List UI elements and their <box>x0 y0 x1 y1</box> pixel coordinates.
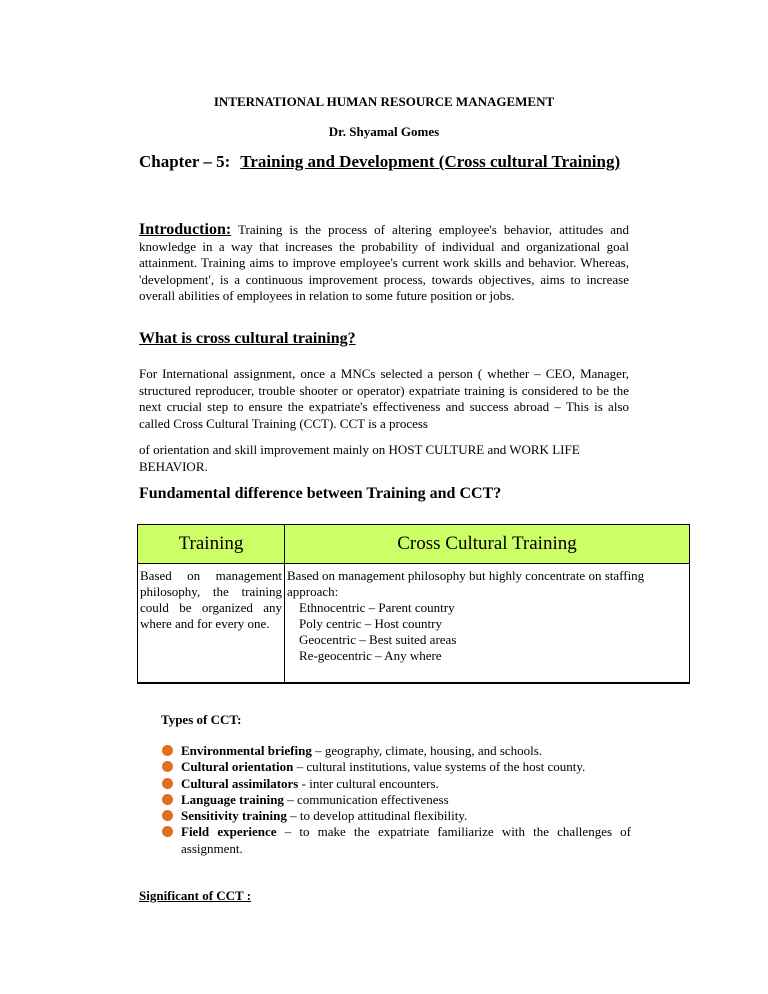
type-term: Cultural assimilators <box>181 775 299 791</box>
cct-paragraph: For International assignment, once a MNCs selected a person ( whether – CEO, Manager, structured reproducer, trouble shooter or operator) expatriate training is considered to be the next crucial step to ensure the expatriate's effectiveness and success abroad – This is also called Cross Cultural Training (CCT). CCT is a process <box>139 366 629 431</box>
bullet-dot-icon <box>162 761 173 772</box>
table-header-row <box>138 525 690 564</box>
list-item <box>161 776 631 792</box>
list-item <box>161 792 631 808</box>
type-desc: – to develop attitudinal flexibility. <box>286 808 468 824</box>
approach-list <box>287 600 689 664</box>
approach-item: Poly centric – Host country <box>299 616 442 631</box>
comparison-table <box>137 524 690 684</box>
header-training: Training <box>138 525 285 564</box>
significance-heading: Significant of CCT : <box>139 888 252 903</box>
header-cct: Cross Cultural Training <box>285 525 690 564</box>
list-item <box>161 824 631 857</box>
cct-description: Based on management philosophy but highly concentrate on staffing approach: <box>287 568 645 599</box>
type-desc: – cultural institutions, value systems of the host county. <box>293 759 586 775</box>
type-desc: – communication effectiveness <box>283 791 449 807</box>
intro-paragraph <box>139 222 629 305</box>
bullet-dot-icon <box>162 794 173 805</box>
bullet-dot-icon <box>162 810 173 821</box>
types-list <box>161 743 631 857</box>
list-item <box>161 808 631 824</box>
chapter-number: Chapter – 5: <box>139 152 231 171</box>
approach-item: Re-geocentric – Any where <box>299 648 442 663</box>
table-row <box>138 564 690 684</box>
training-cell: Based on management philosophy, the training could be organized any where and for every one. <box>138 564 285 684</box>
type-term: Sensitivity training <box>181 808 287 824</box>
type-desc: – to make the expatriate familiarize with the challenges of assignment. <box>181 824 632 856</box>
cct-cell <box>285 564 690 684</box>
chapter-heading <box>139 152 620 172</box>
intro-heading: Introduction: <box>139 221 232 238</box>
chapter-title: Training and Development (Cross cultural Training) <box>240 152 621 171</box>
author-name: Dr. Shyamal Gomes <box>328 124 440 139</box>
bullet-dot-icon <box>162 745 173 756</box>
bullet-dot-icon <box>162 826 173 837</box>
type-term: Environmental briefing <box>181 743 312 758</box>
bullet-dot-icon <box>162 778 173 789</box>
type-term: Field experience <box>181 824 277 840</box>
what-is-cct-heading: What is cross cultural training? <box>139 330 356 347</box>
list-item <box>161 743 631 759</box>
type-term: Cultural orientation <box>181 759 294 775</box>
approach-item: Ethnocentric – Parent country <box>299 600 455 615</box>
cct-paragraph-continued: of orientation and skill improvement mainly on HOST CULTURE and WORK LIFE BEHAVIOR. <box>139 442 580 474</box>
types-heading: Types of CCT: <box>161 712 242 727</box>
intro-text: Training is the process of altering employee's behavior, attitudes and knowledge in a way that increases the probability of individual and organizational goal attainment. Training aims to improve employee's current work skills and behavior. Whereas, 'development', is a continuous improvement process, towards objectives, aims to increase overall abilities of employees in relation to some future position or jobs. <box>139 222 630 303</box>
difference-heading: Fundamental difference between Training and CCT? <box>139 485 502 502</box>
document-title: INTERNATIONAL HUMAN RESOURCE MANAGEMENT <box>213 94 555 109</box>
type-desc: – geography, climate, housing, and schools. <box>311 743 543 758</box>
type-term: Language training <box>181 791 284 807</box>
list-item <box>161 759 631 775</box>
approach-item: Geocentric – Best suited areas <box>299 632 457 647</box>
type-desc: - inter cultural encounters. <box>298 775 439 791</box>
